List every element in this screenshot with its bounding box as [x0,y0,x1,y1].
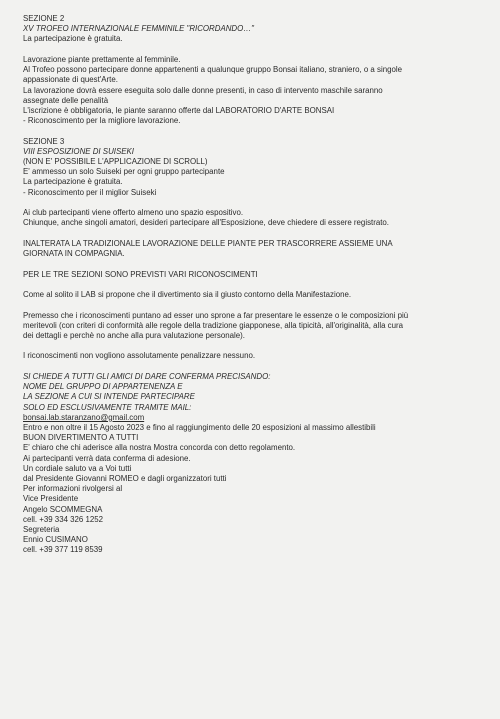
text-line: assegnate delle penalità [23,95,109,105]
text-line: I riconoscimenti non vogliono assolutamente penalizzare nessuno. [23,351,256,361]
conferma-line: LA SEZIONE A CUI SI INTENDE PARTECIPARE [23,392,195,402]
text-line: Angelo SCOMMEGNA [23,504,103,514]
conferma-line: SOLO ED ESCLUSIVAMENTE TRAMITE MAIL: [23,402,192,412]
text-line: Entro e non oltre il 15 Agosto 2023 e fino al raggiungimento delle 20 esposizioni al massimo allestibili [23,422,376,432]
text-line: cell. +39 377 119 8539 [23,545,103,555]
text-line: E' ammesso un solo Suiseki per ogni gruppo partecipante [23,167,225,177]
sezione-2-title: SEZIONE 2 [23,14,65,23]
text-line: dal Presidente Giovanni ROMEO e dagli organizzatori tutti [23,473,227,483]
text-line: Al Trofeo possono partecipare donne appartenenti a qualunque gruppo Bonsai italiano, straniero, o a singole [23,65,403,75]
text-line: dei dettagli e perchè no anche alla pura valutazione personale). [23,330,245,340]
sezione-2-subtitle: XV TROFEO INTERNAZIONALE FEMMINILE "RICORDANDO…" [23,24,254,34]
conferma-line: NOME DEL GRUPPO DI APPARTENENZA E [23,382,183,392]
text-line: Per informazioni rivolgersi al [23,484,123,494]
text-line: Segreteria [23,525,60,534]
sezione-3-title: SEZIONE 3 [23,136,65,146]
email-link[interactable]: bonsai.lab.staranzano@gmail.com [23,412,145,422]
text-line: (NON E' POSSIBILE L'APPLICAZIONE DI SCROLL) [23,157,208,167]
sezione-3-subtitle: VIII ESPOSIZIONE DI SUISEKI [23,146,134,156]
text-line: - Riconoscimento per il miglior Suiseki [23,187,157,197]
text-line: appassionate di quest'Arte. [23,75,118,85]
text-line: Ennio CUSIMANO [23,535,88,545]
text-line: La partecipazione è gratuita. [23,177,123,187]
text-line: Chiunque, anche singoli amatori, desideri partecipare all'Esposizione, deve chiedere di essere registrato. [23,218,389,228]
text-line: PER LE TRE SEZIONI SONO PREVISTI VARI RICONOSCIMENTI [23,269,258,279]
text-line: Ai partecipanti verrà data conferma di adesione. [23,453,191,463]
text-line: Vice Presidente [23,494,79,504]
text-line: meritevoli (con criteri di conformità alle regole della tradizione giapponese, alla tipicità, all'originalità, alla cura [23,320,404,330]
text-line: BUON DIVERTIMENTO A TUTTI [23,433,139,443]
text-line: Premesso che i riconoscimenti puntano ad esser uno sprone a far presentare le essenze o le composizioni più [23,310,409,320]
text-line: L'iscrizione è obbligatoria, le piante saranno offerte dal LABORATORIO D'ARTE BONSAI [23,105,335,115]
text-line: Lavorazione piante prettamente al femminile. [23,54,181,64]
text-line: Ai club partecipanti viene offerto almeno uno spazio espositivo. [23,208,244,218]
conferma-line: SI CHIEDE A TUTTI GLI AMICI DI DARE CONFERMA PRECISANDO: [23,371,271,381]
text-line: E' chiaro che chi aderisce alla nostra Mostra concorda con detto regolamento. [23,443,296,453]
text-line: Un cordiale saluto va a Voi tutti [23,463,132,473]
text-line: La partecipazione è gratuita. [23,34,123,44]
text-line: - Riconoscimento per la migliore lavorazione. [23,116,181,126]
text-line: cell. +39 334 326 1252 [23,514,104,524]
text-line: La lavorazione dovrà essere eseguita solo dalle donne presenti, in caso di intervento maschile saranno [23,85,383,95]
text-line: GIORNATA IN COMPAGNIA. [23,249,125,259]
text-line: Come al solito il LAB si propone che il divertimento sia il giusto contorno della Manifestazione. [23,290,352,300]
text-line: INALTERATA LA TRADIZIONALE LAVORAZIONE DELLE PIANTE PER TRASCORRERE ASSIEME UNA [23,238,393,248]
